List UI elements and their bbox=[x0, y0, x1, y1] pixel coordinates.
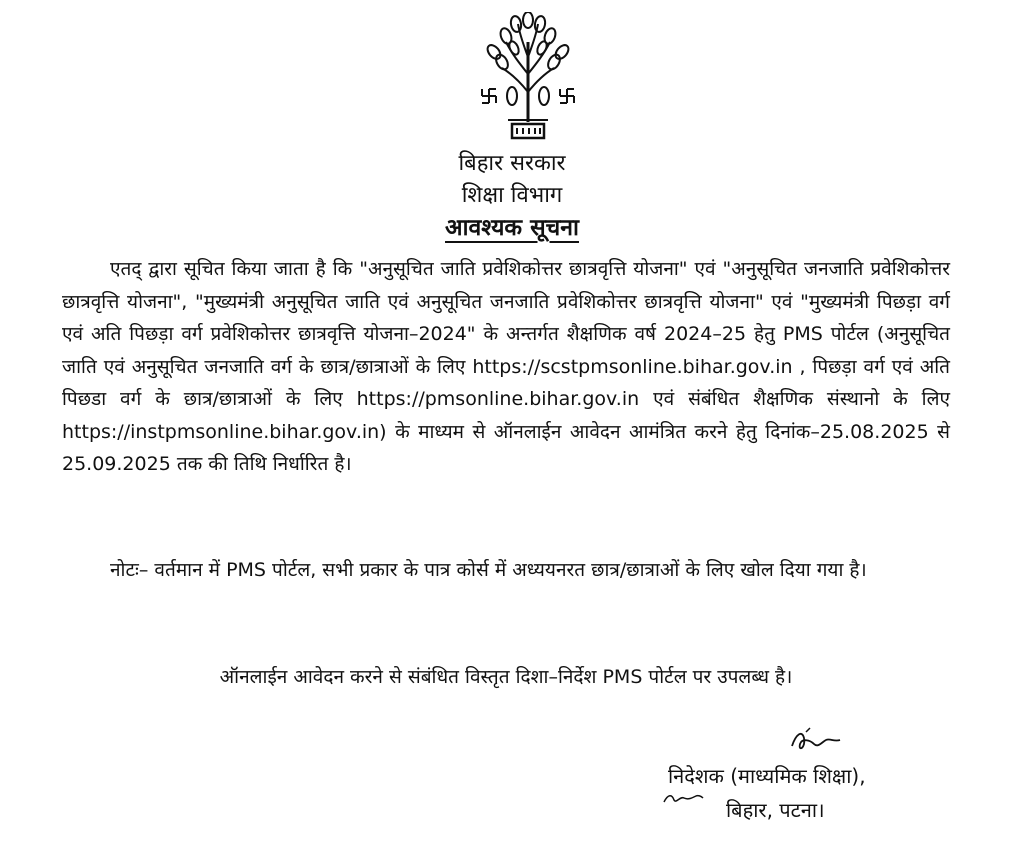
department-name: शिक्षा विभाग bbox=[461, 183, 563, 208]
main-paragraph: एतद् द्वारा सूचित किया जाता है कि "अनुसूचित जाति प्रवेशिकोत्तर छात्रवृत्ति योजना" एवं "अनुसूचित जनजाति प्रवेशिकोत्तर छात्रवृत्ति योजना", "मुख्यमंत्री अनुसूचित जाति एवं अनुसूचित जनजाति प्रवेशिकोत्तर छात्रवृत्ति योजना" एवं "मुख्यमंत्री पिछड़ा वर्ग एवं अति पिछड़ा वर्ग प्रवेशिकोत्तर छात्रवृत्ति योजना–2024" के अन्तर्गत शैक्षणिक वर्ष 2024–25 हेतु PMS पोर्टल (अनुसूचित जाति एवं अनुसूचित जनजाति वर्ग के छात्र/छात्राओं के लिए https://scstpmsonline.bihar.gov.in , पिछड़ा वर्ग एवं अति पिछडा वर्ग के छात्र/छात्राओं के लिए https://pmsonline.bihar.gov.in एवं संबंधित शैक्षणिक संस्थानो के लिए https://instpmsonline.bihar.gov.in) के माध्यम से ऑनलाईन आवेदन आमंत्रित करने हेतु दिनांक–25.08.2025 से 25.09.2025 तक की तिथि निर्धारित है। bbox=[62, 258, 950, 475]
notice-title bbox=[0, 214, 1024, 242]
notice-title-text: आवश्यक सूचना bbox=[445, 215, 579, 241]
signatory-title: निदेशक (माध्यमिक शिक्षा), bbox=[668, 764, 866, 788]
govt-name: बिहार सरकार bbox=[458, 151, 566, 176]
guidelines-line: ऑनलाईन आवेदन करने से संबंधित विस्तृत दिशा–निर्देश PMS पोर्टल पर उपलब्ध है। bbox=[219, 666, 793, 688]
signatory-place: बिहार, पटना। bbox=[726, 798, 825, 822]
note-paragraph: नोटः– वर्तमान में PMS पोर्टल, सभी प्रकार के पात्र कोर्स में अध्ययनरत छात्र/छात्राओं के लिए खोल दिया गया है। bbox=[110, 559, 867, 581]
signature-mark bbox=[786, 724, 846, 758]
bihar-emblem-icon bbox=[472, 12, 584, 142]
